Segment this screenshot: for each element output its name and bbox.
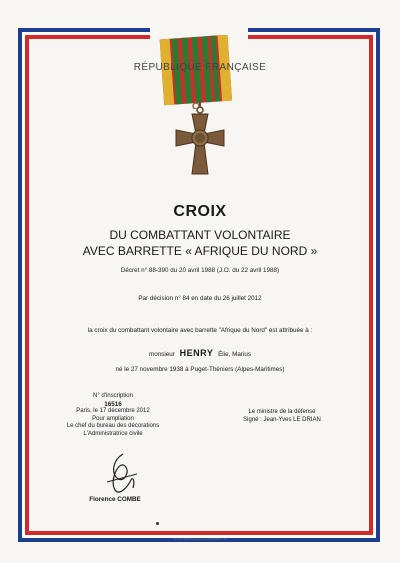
ink-dot	[156, 522, 159, 525]
signer-name: Florence COMBE	[89, 496, 141, 503]
minister-title: Le ministre de la défense	[248, 409, 316, 415]
republique-francaise-header: RÉPUBLIQUE FRANÇAISE	[133, 62, 267, 73]
minister-signature-line: Signé : Jean-Yves LE DRIAN	[243, 416, 321, 423]
recipient-name	[0, 348, 400, 358]
chef-bureau-line: Le chef du bureau des décorations	[66, 423, 160, 430]
print-footnote: Q:\ol\ul\ RIA/impressions 26/10/16 01:44	[173, 537, 227, 541]
recipient-given-names: Élie, Marius	[218, 351, 251, 358]
recipient-civility: monsieur	[149, 351, 175, 358]
recipient-birth: né le 27 novembre 1938 à Puget-Théniers (Alpes-Maritimes)	[115, 366, 285, 373]
attribution-text: la croix du combattant volontaire avec barrette "Afrique du Nord" est attribuée à :	[87, 327, 313, 334]
page-title: CROIX	[173, 203, 227, 220]
subtitle-line-1: DU COMBATTANT VOLONTAIRE	[109, 228, 291, 242]
inscription-number: 16516	[104, 400, 122, 408]
decision-reference: Par décision n° 84 en date du 26 juillet 2012	[138, 295, 262, 302]
handwritten-signature	[103, 450, 143, 500]
pour-ampliation: Pour ampliation	[92, 415, 134, 422]
issuing-block	[58, 393, 168, 439]
inscription-label: N° d'inscription	[93, 393, 133, 399]
recipient-surname: HENRY	[179, 348, 214, 358]
subtitle-line-2: AVEC BARRETTE « AFRIQUE DU NORD »	[82, 244, 318, 258]
place-date: Paris, le 17 décembre 2012	[76, 408, 150, 415]
minister-block	[222, 409, 342, 424]
croix-medal	[166, 100, 234, 186]
administratrice-line: L'Administratrice civile	[83, 430, 143, 437]
decret-reference: Décret n° 88-390 du 20 avril 1988 (J.O. du 22 avril 1988)	[120, 267, 280, 274]
